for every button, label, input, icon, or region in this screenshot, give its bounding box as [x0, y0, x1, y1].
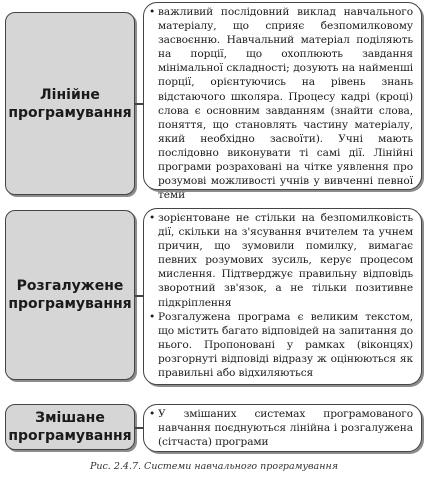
branched-connector — [135, 295, 143, 297]
branched-label-line2: програмування — [8, 296, 132, 312]
bullet-icon: • — [149, 310, 156, 323]
branched-item-2-text: Розгалужена програма є великим текстом, що містить багато відповідей на запитання до нього. Пропоновані у рамках (віконцях) розгорнуті відповіді відразу ж оцінюються як правильні або відхиляються — [158, 310, 413, 380]
bullet-icon: • — [149, 408, 156, 420]
mixed-programming-label — [5, 404, 135, 450]
linear-connector — [135, 103, 143, 105]
linear-item-1 — [149, 5, 413, 202]
branched-programming-label — [5, 210, 135, 380]
linear-programming-label — [5, 12, 135, 195]
figure-caption: Рис. 2.4.7. Системи навчального програмування — [89, 461, 339, 472]
linear-label-line1: Лінійне — [40, 86, 100, 103]
linear-item-1-text: важливий послідовний виклад навчального матеріалу, що сприяє безпомилковому засвоєнню. Навчальний матеріал поділяють на порції, що охоплюють завдання мінімальної складності; дозують на найменші порції, орієнтуючись на рівень знань відстаючого школяра. Процесу кадрі (кроці) слова є основним завданням (знайти слова, поняття, що становлять частину матеріалу, який необхідно засвоїти). Учні мають послідовно виконувати ті самі дії. Лінійні програми розраховані на чітке уявлення про розумові можливості учнів у вивченні певної теми — [158, 6, 413, 202]
branched-description — [143, 208, 422, 385]
bullet-icon: • — [149, 6, 156, 18]
mixed-label-line1: Змішане — [35, 410, 105, 426]
mixed-connector — [135, 427, 143, 429]
linear-description — [143, 2, 422, 202]
mixed-item-1 — [149, 407, 413, 449]
branched-item-1 — [149, 211, 413, 310]
mixed-label-line2: програмування — [8, 428, 132, 444]
mixed-item-1-text: У змішаних системах програмованого навчання поєднуються лінійна і розгалужена (сітчаста) програми — [158, 408, 413, 449]
bullet-icon: • — [149, 212, 156, 224]
branched-item-1-text: зорієнтоване не стільки на безпомилковість дії, скільки на з'ясування вчителем та учнем причин, що зумовили помилку, вимагає певних розумових зусиль, керує процесом мислення. Підтверджує правильну відповідь зворотний зв'язок, а не тільки позитивне підкріплення — [158, 212, 413, 309]
linear-label-line2: програмування — [8, 104, 132, 121]
branched-label-line1: Розгалужене — [16, 278, 124, 294]
mixed-description — [143, 404, 422, 452]
branched-item-2 — [149, 310, 413, 380]
